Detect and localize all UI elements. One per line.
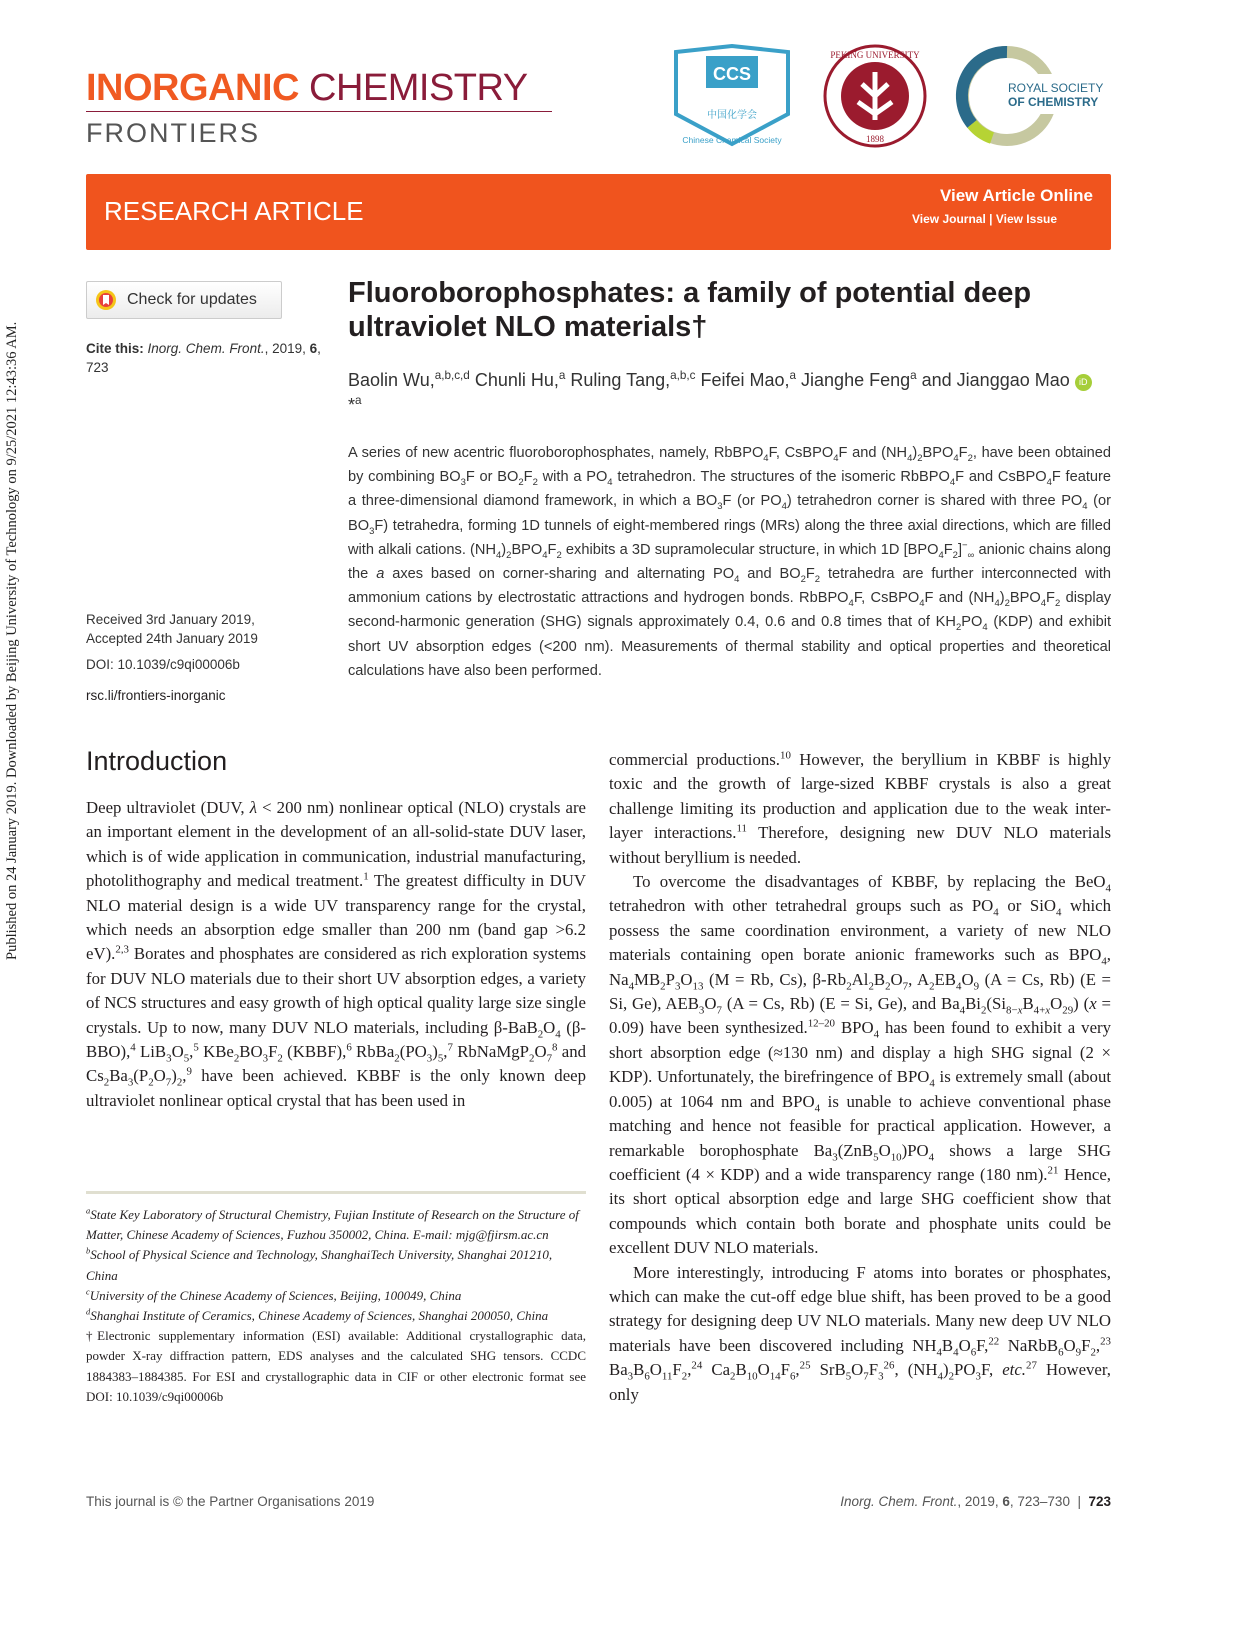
svg-text:1898: 1898 <box>866 134 884 144</box>
footer-copyright: This journal is © the Partner Organisations 2019 <box>86 1494 375 1509</box>
svg-text:OF CHEMISTRY: OF CHEMISTRY <box>1008 95 1099 109</box>
rsc-logo <box>962 52 1111 140</box>
body-column-left: Deep ultraviolet (DUV, λ < 200 nm) nonlinear optical (NLO) crystals are an important element in the development of an all-solid-state DUV laser, which is of wide application in communication, industrial manufacturing, photolithography and medical treatment.$^1$ The greatest difficulty in DUV NLO material design is a wide UV transparency range for the crystal, which needs an absorption edge smaller than 200 nm (band gap >6.2 eV).$^{2,3}$ Borates and phosphates are considered as rich exploration systems for DUV NLO materials due to their short UV absorption edges, a variety of NCS structures and easy growth of high optical quality large size single crystals. Up to now, many DUV NLO materials, including $\beta-BaB_2O_4$ (β-BBO),$^4$ $LiB_3O_5,^5$ $KBe_2BO_3F_2$ (KBBF),$^6$ $RbBa_2(PO_3)_5,^7$ $RbNaMgP_2O_7^8$ and $Cs_2Ba_3(P_2O_7)_2,^9$ have been achieved. KBBF is the only known deep ultraviolet nonlinear optical crystal that has been used in <box>86 798 587 1110</box>
section-heading: Introduction <box>86 746 228 776</box>
svg-text:PEKING UNIVERSITY: PEKING UNIVERSITY <box>830 50 920 60</box>
body-column-right: commercial productions.$^{10}$ However, the beryllium in KBBF is highly toxic and the growth of large-sized KBBF crystals is also a great challenge limiting its production and application due to the weak inter-layer interactions.$^{11}$ Therefore, designing new DUV NLO materials without beryllium is needed. To overcome the disadvantages of KBBF, by replacing the BeO$_4$ tetrahedron with other tetrahedral groups such as $PO_4$ or SiO$_4$ which possess the same coordination environment, a variety of new NLO materials containing open borate anionic frameworks such as $BPO_4$, $Na_4MB_2P_3O_{13}$ (M = Rb, Cs), $\beta-Rb_2Al_2B_2O_7$, $A_2EB_4O_9$ (A = Cs, Rb) (E = Si, Ge), $AEB_3O_7$ (A = Cs, Rb) (E = Si, Ge), and $Ba_4Bi_2(Si_{8-x}B_{4+x}O_{29}) (x = 0.09)$ have been synthesized.$^{12-20}$ $BPO_4$ has been found to exhibit a very short absorption edge (≈130 nm) and display a high SHG signal (2 × KDP). Unfortunately, the birefringence of $BPO_4$ is extremely small (about 0.005) at 1064 nm and $BPO_4$ is unable to achieve conventional phase matching and hence not feasible for practical application. However, a remarkable borophosphate $Ba_3(ZnB_5O_{10})PO_4$ shows a large SHG coefficient (4 × KDP) and a wide transparency range (180 nm).$^{21}$ Hence, its short optical absorption edge and large SHG coefficient show that compounds which contain both borate and phosphate units could be excellent DUV NLO materials. More interestingly, introducing F atoms into borates or phosphates, which can make the cut-off edge blue shift, has been proved to be a good strategy for designing deep UV NLO materials. Many new deep UV NLO materials have been discovered including $NH_4B_4O_6F,^{22}$ $NaRbB_6O_9F_2,^{23}$ $Ba_3B_6O_{11}F_2,^{24}$ $Ca_2B_{10}O_{14}F_6,^{25}$ $SrB_5O_7F_3^{26}$, $(NH_4)_2PO_3F$, etc.$^{27}$ However, only <box>609 749 1112 1404</box>
article-type-banner <box>86 174 1111 250</box>
footnote-divider <box>86 1191 586 1194</box>
article-title: Fluoroborophosphates: a family of potential deep ultraviolet NLO materials† <box>348 277 1032 343</box>
authors: Baolin Wu,$^{a,b,c,d}$ Chunli Hu,$^a$ Ruling Tang,$^{a,b,c}$ Feifei Mao,$^a$ Jianghe Feng$^a$ and Jianggao Mao iD *$^a$ <box>348 368 1108 418</box>
footnotes: $^a$State Key Laboratory of Structural Chemistry, Fujian Institute of Research on the Structure of Matter, Chinese Academy of Sciences, Fuzhou 350002, China. E-mail: mjg@fjirsm.ac.cn $^b$School of Physical Science and Technology, ShanghaiTech University, Shanghai 201210, China $^c$University of the Chinese Academy of Sciences, Beijing, 100049, China $^d$Shanghai Institute of Ceramics, Chinese Academy of Sciences, Shanghai 200050, China †Electronic supplementary information (ESI) available: Additional crystallographic data, powder X-ray diffraction pattern, EDS analyses and the calculated SHG tensors. CCDC 1884383–1884385. For ESI and crystallographic data in CIF or other electronic format see DOI: 10.1039/c9qi00006b <box>86 1205 586 1404</box>
svg-text:中国化学会: 中国化学会 <box>707 110 757 121</box>
bookmark-icon <box>95 289 117 311</box>
svg-text:ROYAL SOCIETY: ROYAL SOCIETY <box>1008 81 1104 95</box>
download-note: Published on 24 January 2019. Downloaded by Beijing University of Technology on 9/25/2021 12:43:36 AM. <box>4 321 20 960</box>
svg-text:Chinese Chemical Society: Chinese Chemical Society <box>682 135 782 145</box>
citation: Cite this: Inorg. Chem. Front., 2019, 6, 723 <box>86 341 321 375</box>
view-journal-link[interactable]: View Journal <box>912 212 986 226</box>
divider <box>86 111 552 112</box>
view-article-online-link[interactable]: View Article Online <box>939 186 1093 205</box>
doi: DOI: 10.1039/c9qi00006b <box>86 657 240 672</box>
dates: Received 3rd January 2019, Accepted 24th January 2019 <box>86 612 258 646</box>
check-for-updates-label: Check for updates <box>127 291 257 308</box>
footer-citation: Inorg. Chem. Front., 2019, 6, 723–730 | 723 <box>840 1494 1111 1509</box>
journal-subtitle: FRONTIERS <box>86 118 261 148</box>
journal-link[interactable]: rsc.li/frontiers-inorganic <box>86 688 226 703</box>
abstract: A series of new acentric fluoroborophosphates, namely, RbBPO$_4$F, CsBPO$_4$F and $(NH_4)_2BPO_4F_2$, have been obtained by combining $BO_3F$ or $BO_2F_2$ with a $PO_4$ tetrahedron. The structures of the isomeric RbBPO$_4$F and CsBPO$_4$F feature a three-dimensional diamond framework, in which a $BO_3F$ (or $PO_4$) tetrahedron corner is shared with three $PO_4$ (or $BO_3F$) tetrahedra, forming 1D tunnels of eight-membered rings (MRs) along the three axial directions, which are filled with alkali cations. $(NH_4)_2BPO_4F_2$ exhibits a 3D supramolecular structure, in which 1D $[BPO_4F_2]^-_\infty$ anionic chains along the a axes based on corner-sharing and alternating $PO_4$ and $BO_2F_2$ tetrahedra are further interconnected with ammonium cations by electrostatic attractions and hydrogen bonds. RbBPO$_4$F, CsBPO$_4$F and $(NH_4)_2BPO_4F_2$ display second-harmonic generation (SHG) signals approximately 0.4, 0.6 and 0.8 times that of $KH_2PO_4$ (KDP) and exhibit short UV absorption edges (<200 nm). Measurements of thermal stability and optical properties and theoretical calculations have also been performed. <box>348 445 1112 679</box>
check-for-updates-button[interactable] <box>86 281 282 319</box>
orcid-icon: iD <box>1075 374 1092 391</box>
separator: | <box>985 212 996 226</box>
ccs-logo <box>676 46 788 145</box>
pku-logo <box>825 46 925 146</box>
view-issue-link[interactable]: View Issue <box>995 212 1057 226</box>
svg-text:CCS: CCS <box>712 64 752 84</box>
journal-title: INORGANIC CHEMISTRY <box>86 67 528 109</box>
publisher-logos <box>672 44 1112 148</box>
article-type: RESEARCH ARTICLE <box>104 196 364 226</box>
